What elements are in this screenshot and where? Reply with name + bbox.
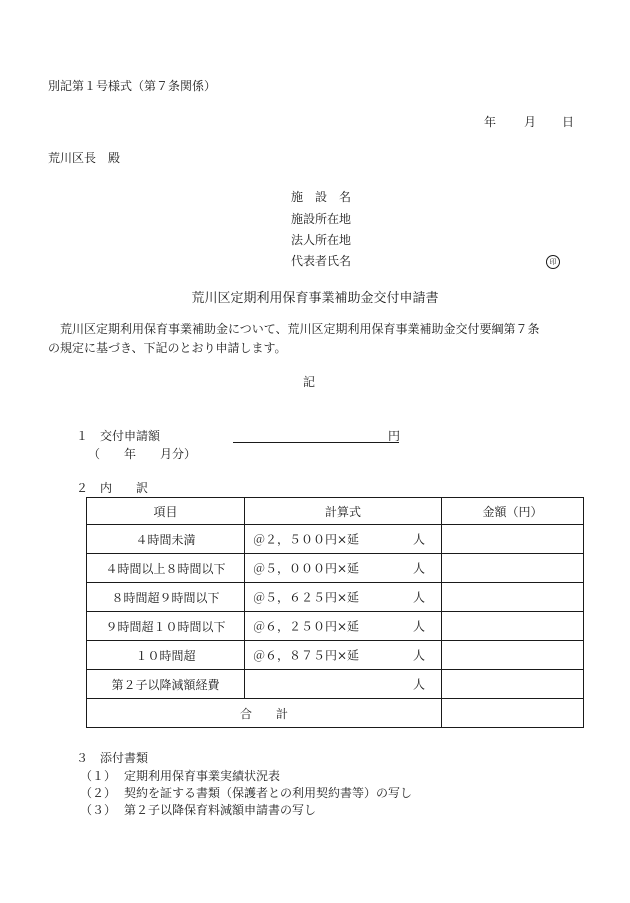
table-row <box>87 554 584 583</box>
seal-icon: 印 <box>546 254 560 269</box>
attachment-text: 定期利用保育事業実績状況表 <box>124 769 281 783</box>
attachment-num: （１） <box>80 769 117 783</box>
row-formula: ＠６，２５０円×延 <box>253 619 360 634</box>
header-amount: 金額（円） <box>442 498 584 525</box>
table-row <box>87 670 584 699</box>
row-unit: 人 <box>413 590 426 605</box>
row-formula: ＠２，５００円×延 <box>253 532 360 547</box>
row-amount[interactable] <box>442 641 584 670</box>
row-formula-cell <box>245 525 442 554</box>
row-amount[interactable] <box>442 612 584 641</box>
attachment-text: 契約を証する書類（保護者との利用契約書等）の写し <box>124 786 413 800</box>
row-item: １０時間超 <box>87 641 245 670</box>
row-amount[interactable] <box>442 670 584 699</box>
table-row <box>87 525 584 554</box>
table-row <box>87 612 584 641</box>
row-formula: ＠５，０００円×延 <box>253 561 360 576</box>
facility-name-label: 施 設 名 <box>291 190 352 204</box>
row-unit: 人 <box>413 532 426 547</box>
date-year: 年 <box>484 115 497 129</box>
row-formula-cell <box>245 554 442 583</box>
breakdown-table <box>86 497 584 728</box>
row-formula-cell <box>245 612 442 641</box>
section-2-label: ２ 内 訳 <box>76 481 149 495</box>
period-note: （ 年 月分） <box>88 447 197 461</box>
total-row <box>87 699 584 728</box>
row-unit: 人 <box>413 677 426 692</box>
row-item: ４時間未満 <box>87 525 245 554</box>
row-formula: ＠６，８７５円×延 <box>253 648 360 663</box>
total-label: 合 計 <box>87 699 442 728</box>
amount-unit: 円 <box>388 429 401 443</box>
representative-name-label: 代表者氏名 <box>291 254 352 268</box>
header-item: 項目 <box>87 498 245 525</box>
amount-underline <box>233 442 399 443</box>
row-amount[interactable] <box>442 525 584 554</box>
date-day: 日 <box>562 115 575 129</box>
row-item: ９時間超１０時間以下 <box>87 612 245 641</box>
row-unit: 人 <box>413 648 426 663</box>
row-formula-cell <box>245 670 442 699</box>
ki-marker: 記 <box>303 375 316 389</box>
row-formula-cell <box>245 641 442 670</box>
table-row <box>87 583 584 612</box>
date-month: 月 <box>524 115 537 129</box>
row-unit: 人 <box>413 619 426 634</box>
row-unit: 人 <box>413 561 426 576</box>
table-row <box>87 641 584 670</box>
corp-address-label: 法人所在地 <box>291 233 352 247</box>
facility-address-label: 施設所在地 <box>291 212 352 226</box>
section-1-label: １ 交付申請額 <box>76 429 161 443</box>
section-3-label: ３ 添付書類 <box>76 751 149 765</box>
row-item: 第２子以降減額経費 <box>87 670 245 699</box>
attachment-text: 第２子以降保育料減額申請書の写し <box>124 803 317 817</box>
row-amount[interactable] <box>442 554 584 583</box>
row-item: ４時間以上８時間以下 <box>87 554 245 583</box>
row-formula-cell <box>245 583 442 612</box>
document-title: 荒川区定期利用保育事業補助金交付申請書 <box>191 291 439 306</box>
row-item: ８時間超９時間以下 <box>87 583 245 612</box>
row-formula: ＠５，６２５円×延 <box>253 590 360 605</box>
header-formula: 計算式 <box>245 498 442 525</box>
attachment-num: （２） <box>80 786 117 800</box>
row-amount[interactable] <box>442 583 584 612</box>
attachment-num: （３） <box>80 803 117 817</box>
form-reference: 別記第１号様式（第７条関係） <box>48 79 217 93</box>
table-header-row <box>87 498 584 525</box>
addressee: 荒川区長 殿 <box>48 151 121 165</box>
total-amount[interactable] <box>442 699 584 728</box>
body-text-line-1: 荒川区定期利用保育事業補助金について、荒川区定期利用保育事業補助金交付要綱第７条 <box>60 322 540 336</box>
body-text-line-2: の規定に基づき、下記のとおり申請します。 <box>48 341 287 355</box>
